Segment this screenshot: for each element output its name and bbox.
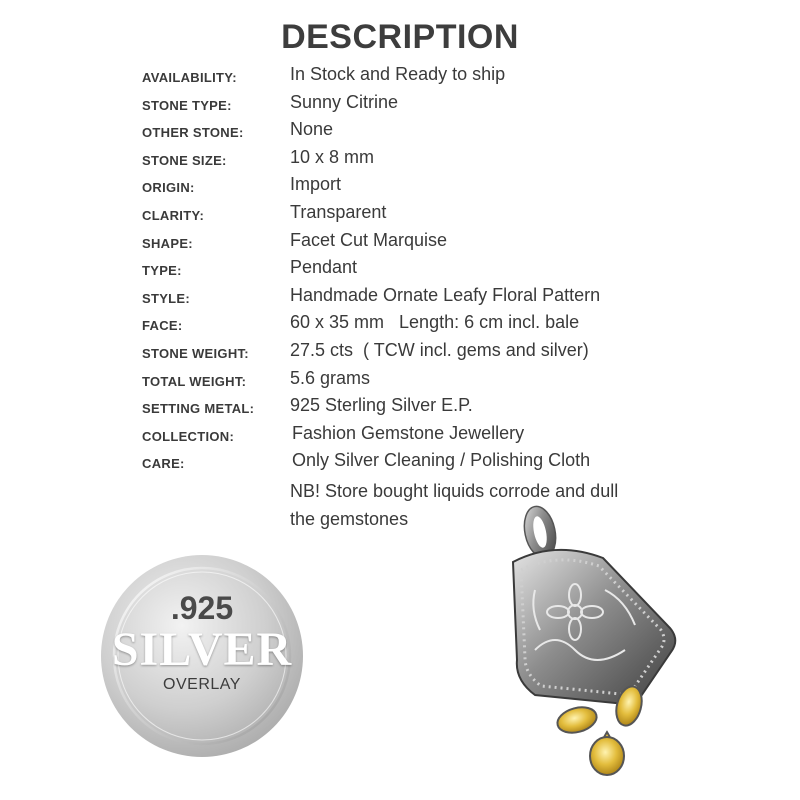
spec-row-face: [142, 309, 762, 337]
spec-label: STONE TYPE:: [142, 97, 232, 113]
spec-row-collection: [142, 420, 762, 448]
badge-subtitle: OVERLAY: [163, 676, 241, 693]
spec-label: STONE WEIGHT:: [142, 345, 249, 361]
spec-value: Pendant: [290, 257, 358, 278]
spec-row-care: [142, 447, 762, 475]
spec-label: STYLE:: [142, 290, 191, 306]
spec-list: [142, 61, 762, 475]
spec-value: 10 x 8 mm: [290, 146, 375, 167]
care-note-line-2: the gemstones: [290, 509, 409, 529]
spec-row-availability: [142, 61, 762, 89]
spec-value: 27.5 cts ( TCW incl. gems and silver): [290, 339, 589, 360]
spec-label: COLLECTION:: [142, 428, 235, 444]
page-title: DESCRIPTION: [281, 18, 519, 56]
spec-value: Handmade Ornate Leafy Floral Pattern: [290, 284, 601, 305]
spec-label: CARE:: [142, 456, 185, 472]
spec-value: 5.6 grams: [290, 367, 371, 388]
spec-row-shape: [142, 227, 762, 255]
spec-value: 925 Sterling Silver E.P.: [290, 395, 473, 416]
spec-row-stone-type: [142, 89, 762, 117]
spec-label: SHAPE:: [142, 235, 193, 251]
spec-label: SETTING METAL:: [142, 401, 255, 417]
spec-label: STONE SIZE:: [142, 152, 227, 168]
pendant-image: [495, 500, 685, 790]
spec-label: AVAILABILITY:: [142, 70, 237, 85]
spec-label: ORIGIN:: [142, 180, 195, 196]
spec-row-origin: [142, 171, 762, 199]
spec-label: TYPE:: [142, 263, 182, 279]
spec-row-total-weight: [142, 365, 762, 393]
spec-row-stone-weight: [142, 337, 762, 365]
spec-label: OTHER STONE:: [142, 125, 244, 141]
spec-value: Fashion Gemstone Jewellery: [292, 422, 525, 443]
spec-value: In Stock and Ready to ship: [290, 64, 506, 84]
spec-value: 60 x 35 mm Length: 6 cm incl. bale: [290, 312, 580, 333]
badge-word: SILVER: [111, 623, 293, 676]
spec-row-stone-size: [142, 144, 762, 172]
care-note-line-1: NB! Store bought liquids corrode and dull: [290, 481, 619, 501]
spec-value: Sunny Citrine: [290, 91, 399, 112]
spec-label: FACE:: [142, 318, 183, 334]
spec-value: Only Silver Cleaning / Polishing Cloth: [292, 450, 591, 471]
spec-label: CLARITY:: [142, 207, 205, 223]
spec-row-setting-metal: [142, 392, 762, 420]
spec-row-other-stone: [142, 116, 762, 144]
badge-number: .925: [170, 590, 234, 626]
spec-value: Facet Cut Marquise: [290, 229, 448, 250]
spec-value: None: [290, 119, 334, 140]
spec-value: Transparent: [290, 201, 387, 222]
spec-row-clarity: [142, 199, 762, 227]
spec-label: TOTAL WEIGHT:: [142, 373, 247, 389]
spec-value: Import: [290, 174, 342, 195]
spec-row-type: [142, 254, 762, 282]
spec-row-style: [142, 282, 762, 310]
